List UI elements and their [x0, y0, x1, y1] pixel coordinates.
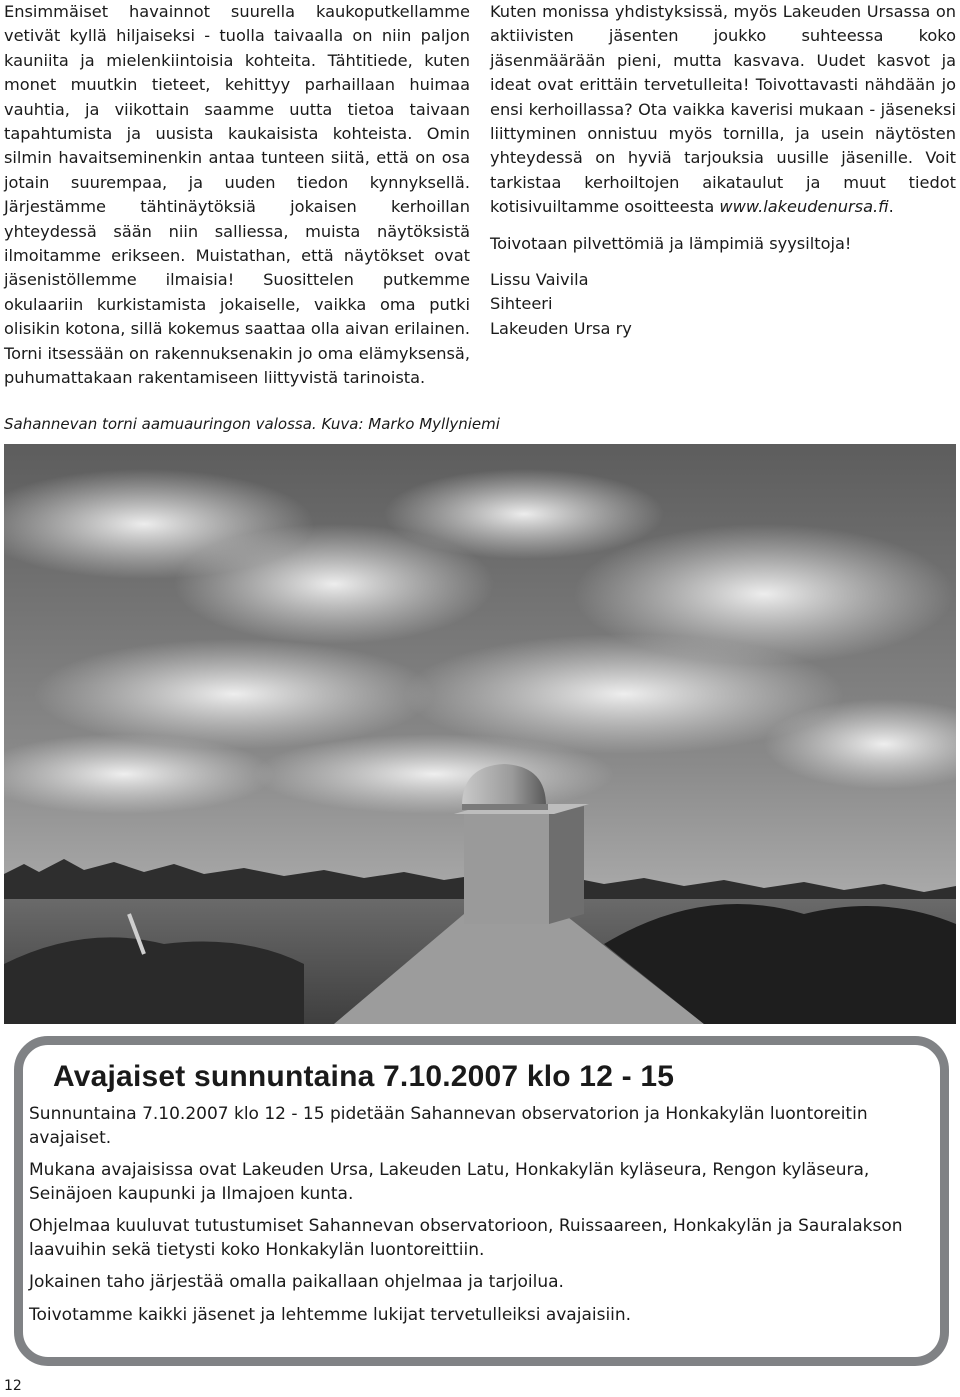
event-paragraph: Toivotamme kaikki jäsenet ja lehtemme lukijat tervetulleiksi avajaisiin.: [29, 1304, 632, 1325]
event-paragraph: Sunnuntaina 7.10.2007 klo 12 - 15 pidetään Sahannevan observatorion ja Honkakylän luontoreitin avajaiset.: [29, 1104, 868, 1148]
event-title: Avajaiset sunnuntaina 7.10.2007 klo 12 - 15: [47, 1057, 680, 1097]
event-paragraph: Ohjelmaa kuuluvat tutustumiset Sahannevan observatorioon, Ruissaareen, Honkakylän ja Sauralakson laavuihin sekä tietysti koko Honkakylän luontoreittiin.: [29, 1216, 903, 1260]
article-paragraph-right: [490, 0, 956, 220]
page-number: 12: [4, 1378, 22, 1394]
signature: [490, 268, 956, 341]
signature-role: Sihteeri: [490, 294, 553, 314]
photo-caption: Sahannevan torni aamuauringon valossa. Kuva: Marko Myllyniemi: [4, 415, 500, 433]
signature-name: Lissu Vaivila: [490, 270, 589, 290]
article-paragraph-right-end: .: [888, 197, 894, 217]
article-paragraph-right-text: Kuten monissa yhdistyksissä, myös Lakeuden Ursassa on aktiivisten jäsenten joukko suhteessa koko jäsenmäärään pieni, mutta kasvava. Uudet kasvot ja ideat ovat erittäin tervetulleita! Toivottavasti nähdään jo ensi kerhoillassa? Ota vaikka kaverisi mukaan - jäseneksi liittyminen onnistuu myös tornilla, ja usein näytösten yhteydessä on hyviä tarjouksia uusille jäsenille. Voit tarkistaa kerhoiltojen aikataulut ja muut tiedot kotisivuiltamme osoitteesta: [490, 2, 956, 217]
right-column: [490, 0, 956, 341]
event-paragraph: Mukana avajaisissa ovat Lakeuden Ursa, Lakeuden Latu, Honkakylän kyläseura, Rengon kyläseura, Seinäjoen kaupunki ja Ilmajoen kunta.: [29, 1160, 870, 1204]
signature-organization: Lakeuden Ursa ry: [490, 318, 632, 338]
website-link[interactable]: www.lakeudenursa.fi: [719, 197, 889, 217]
event-body: [29, 1103, 929, 1336]
event-paragraph: Jokainen taho järjestää omalla paikallaan ohjelmaa ja tarjoilua.: [29, 1272, 564, 1292]
left-column: [4, 0, 470, 391]
greeting: Toivotaan pilvettömiä ja lämpimiä syysiltoja!: [490, 233, 852, 253]
article-paragraph-left: Ensimmäiset havainnot suurella kaukoputkellamme vetivät kyllä hiljaiseksi - tuolla taivaalla on niin paljon kauniita ja mielenkiintoisia kohteita. Tähtitiede, kuten monet muutkin tieteet, kehittyy parhaillaan huimaa vauhtia, ja viikottain saamme uutta tietoa taivaan tapahtumista ja uusista kaukaisista kohteista. Omin silmin havaitseminenkin antaa tunteen siitä, että on osa jotain suurempaa, ja uuden tiedon kynnyksellä. Järjestämme tähtinäytöksiä jokaisen kerhoillan yhteydessä sään niin salliessa, muista näytöksistä ilmoitamme erikseen. Muistathan, että näytökset ovat jäsenistöllemme ilmaisia! Suosittelen putkemme okulaariin kurkistamista jokaiselle, vaikka oma putki olisikin kotona, sillä kokemus saattaa olla aivan erilainen. Torni itsessään on rakennuksenakin jo oma elämyksensä, puhumattakaan rakentamiseen liittyvistä tarinoista.: [4, 2, 470, 388]
event-announcement-box: [14, 1036, 949, 1366]
observatory-photo: [4, 444, 956, 1024]
